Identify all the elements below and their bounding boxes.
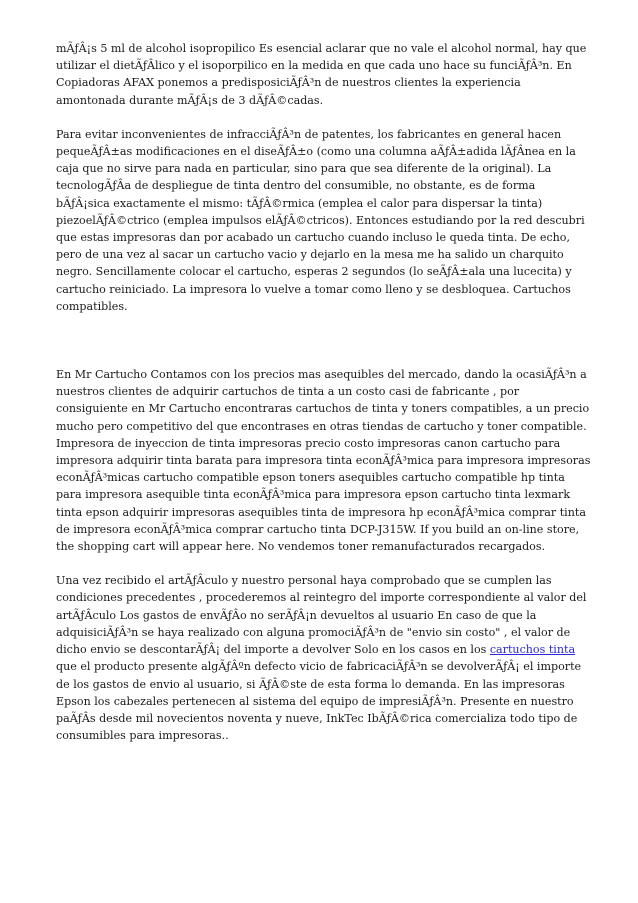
paragraph-alcohol: mÃƒÂ¡s 5 ml de alcohol isopropilico Es esencial aclarar que no vale el alcohol normal, hay que utilizar el dietÃƒÂlico y el isoporpilico en la medida en que cada uno hace su funciÃƒÂ³n. En Copiadoras AFAX ponemos a predisposiciÃƒÂ³n de nuestros clientes la experiencia amontonada durante mÃƒÂ¡s de 3 dÃƒÂ©cadas. [56,42,587,107]
paragraph-devoluciones-text-1: Una vez recibido el artÃƒÂculo y nuestro personal haya comprobado que se cumplen las condiciones precedentes , procederemos al reintegro del importe correspondiente al valor del artÃƒÂculo Los gastos de envÃƒÂo no serÃƒÂ¡n devueltos al usuario En caso de que la adquisiciÃƒÂ³n se haya realizado con alguna promociÃƒÂ³n de "envio sin costo" , el valor de dicho envio se descontarÃƒÂ¡ del importe a devolver Solo en los casos en los [56,574,587,657]
paragraph-mr-cartucho: En Mr Cartucho Contamos con los precios mas asequibles del mercado, dando la ocasiÃƒÂ³n a nuestros clientes de adquirir cartuchos de tinta a un costo casi de fabricante , por consiguiente en Mr Cartucho encontraras cartuchos de tinta y toners compatibles, a un precio mucho pero competitivo del que encontrases en otras tiendas de cartucho y toner compatible. Impresora de inyeccion de tinta impresoras precio costo impresoras canon cartucho para impresora adquirir tinta barata para impresora tinta econÃƒÂ³mica para impresora impresoras econÃƒÂ³micas cartucho compatible epson toners asequibles cartucho compatible hp tinta para impresora asequible tinta econÃƒÂ³mica para impresora epson cartucho tinta lexmark tinta epson adquirir impresoras asequibles tinta de impresora hp econÃƒÂ³mica comprar tinta de impresora econÃƒÂ³mica comprar cartucho tinta DCP-J315W. If you build an on-line store, the shopping cart will appear here. No vendemos toner remanufacturados recargados. [56,368,591,554]
paragraph-devoluciones-text-2: que el producto presente algÃƒÂºn defecto vicio de fabricaciÃƒÂ³n se devolverÃƒÂ¡ el importe de los gastos de envio al usuario, si ÃƒÂ©ste de esta forma lo demanda. En las impresoras Epson los cabezales pertenecen al sistema del equipo de impresiÃƒÂ³n. Presente en nuestro paÃƒÂs desde mil novecientos noventa y nueve, InkTec IbÃƒÂ©rica comercializa todo tipo de consumibles para impresoras.. [56,660,582,743]
paragraph-devoluciones [56,572,592,744]
paragraph-patentes: Para evitar inconvenientes de infracciÃƒÂ³n de patentes, los fabricantes en general hacen pequeÃƒÂ±as modificaciones en el diseÃƒÂ±o (como una columna aÃƒÂ±adida lÃƒÂnea en la caja que no sirve para nada en particular, sino para que sea diferente de la original). La tecnologÃƒÂa de despliegue de tinta dentro del consumible, no obstante, es de forma bÃƒÂ¡sica exactamente el mismo: tÃƒÂ©rmica (emplea el calor para dispersar la tinta) piezoelÃƒÂ©ctrico (emplea impulsos elÃƒÂ©ctricos). Entonces estudiando por la red descubri que estas impresoras dan por acabado un cartucho cuando incluso le queda tinta. De echo, pero de una vez al sacar un cartucho vacio y dejarlo en la mesa me ha salido un charquito negro. Sencillamente colocar el cartucho, esperas 2 segundos (lo seÃƒÂ±ala una lucecita) y cartucho reiniciado. La impresora lo vuelve a tomar como lleno y se desbloquea. Cartuchos compatibles. [56,127,585,313]
cartuchos-tinta-link[interactable]: cartuchos tinta [489,643,576,657]
blank-spacer [56,332,592,366]
document-page [56,40,592,761]
